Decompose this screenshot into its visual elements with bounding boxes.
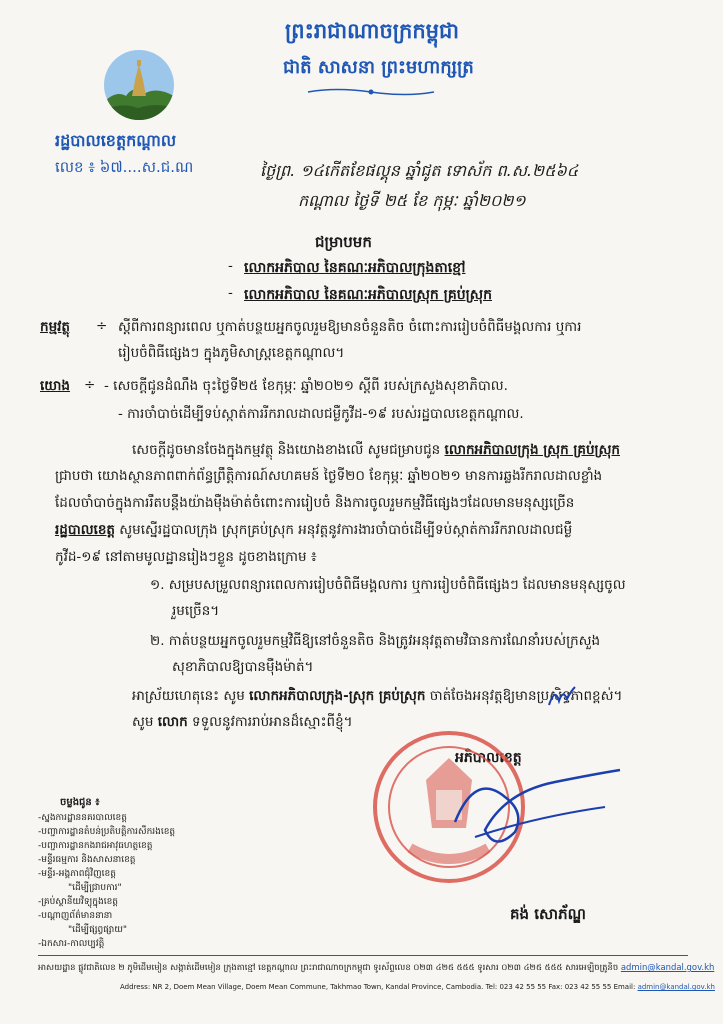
body-emphasis: លោកអភិបាលក្រុង-ស្រុក គ្រប់ស្រុក (249, 688, 426, 704)
list-item: សុខាភិបាលឱ្យបានម៉ឺងម៉ាត់។ (172, 659, 314, 675)
cc-item: -បញ្ជាការដ្ឋានកងរាជអាវុធហត្ថខេត្ត (38, 841, 153, 851)
list-item: ២. កាត់បន្ថយអ្នកចូលរួមកម្មវិធីឱ្យនៅចំនួនតិច និងត្រូវអនុវត្តតាមវិធានការណែនាំរបស់ក្រសួង (150, 633, 601, 649)
footer-email-link[interactable]: admin@kandal.gov.kh (620, 962, 715, 972)
regards-text (132, 713, 353, 733)
list-item: រួមច្រើន។ (172, 603, 220, 619)
cc-item: -មន្ទីរ-អង្គភាពជុំវិញខេត្ត (38, 869, 116, 879)
cc-item: -បញ្ជាការដ្ឋានតំបន់ប្រតិបត្តិការសឹករងខេត្ត (38, 827, 176, 837)
body-text-span: ចាត់ចែងអនុវត្តឱ្យមានប្រសិទ្ធភាពខ្ពស់។ (429, 688, 623, 704)
lunar-date: ថ្ងៃព្រ. ១៤កើតខែផល្គុន ឆ្នាំជូត ទោស័ក ព.ស.២៥៦៤ (260, 161, 579, 180)
subject-label: កម្មវត្ថុ (40, 319, 70, 335)
cc-item: -គ្រប់ស្ថានីយវិទ្យុក្នុងខេត្ត (38, 897, 119, 907)
footer-address-english (120, 983, 715, 991)
recipient-district-governors: លោកអភិបាល នៃគណៈអភិបាលស្រុក គ្រប់ស្រុក (244, 287, 493, 303)
footer-email-link[interactable]: admin@kandal.gov.kh (637, 983, 715, 991)
signatory-name: គង់ សោភ័ណ្ឌ (510, 905, 586, 923)
reference-separator: ÷ (84, 377, 96, 393)
body-text-span: ទទួលនូវការរាប់អានដ៏ស្មោះពីខ្ញុំ។ (192, 714, 353, 730)
provincial-logo (104, 50, 174, 120)
reference-item: - សេចក្តីជូនដំណឹង ចុះថ្ងៃទី២៥ ខែកុម្ភៈ ឆ្នាំ២០២១ ស្តីពី របស់ក្រសួងសុខាភិបាល. (104, 378, 508, 394)
cc-item: -មន្ទីរធម្មការ និងសាសនាខេត្ត (38, 855, 136, 865)
cc-item: -ស្នងការដ្ឋាននគរបាលខេត្ត (38, 813, 127, 823)
footer-divider (38, 955, 688, 956)
reference-item: - ការចាំបាច់ដើម្បីទប់ស្កាត់ការរីករាលដាលជម្ងឺកូវីដ-១៩ របស់រដ្ឋបាលខេត្តកណ្តាល. (118, 406, 524, 422)
body-text-span: សេចក្តីដូចមានចែងក្នុងកម្មវត្ថុ និងយោងខាងលើ សូមជម្រាបជូន (132, 442, 441, 458)
body-text-span: សូម (132, 714, 154, 730)
issuing-authority: រដ្ឋបាលខេត្តកណ្តាល (55, 131, 177, 150)
footer-text: Address: NR 2, Doem Mean Village, Doem Mean Commune, Takhmao Town, Kandal Province, Cambodia. Tel: 023 42 55 55 Fax: 023 42 55 55 Email: (120, 983, 636, 991)
body-text: ដែលចាំបាច់ក្នុងការរឹតបន្តឹងយ៉ាងម៉ឺងម៉ាត់ចំពោះការរៀបចំ និងការចូលរួមកម្មវិធីផ្សេងៗដែលមានមនុស្សច្រើន (55, 495, 575, 511)
recipient-dash: - (228, 258, 233, 274)
body-text: ជ្រាបថា យោងស្ថានភាពពាក់ព័ន្ធព្រឹត្តិការណ៍សហគមន៍ ថ្ងៃទី២០ ខែកុម្ភៈ ឆ្នាំ២០២១ មានការឆ្លងរីករាលដាលខ្លាំង (55, 468, 603, 484)
subject-separator: ÷ (96, 318, 108, 334)
governor-signature-icon (445, 752, 625, 857)
body-text: កូវីដ-១៩ នៅតាមមូលដ្ឋានរៀងៗខ្លួន ដូចខាងក្រោម ៖ (55, 549, 317, 565)
signatory-title: អភិបាលខេត្ត (455, 750, 522, 766)
subject-text: ស្តីពីការពន្យារពេល ឬកាត់បន្ថយអ្នកចូលរួមឱ្យមានចំនួនតិច ចំពោះការរៀបចំពិធីមង្គលការ ឬការ (118, 319, 582, 335)
cc-item: "ដើម្បីផ្សព្វផ្សាយ" (68, 925, 128, 935)
cc-heading: ចម្លងជូន ៖ (60, 797, 100, 808)
kingdom-motto: ជាតិ សាសនា ព្រះមហាក្សត្រ (283, 57, 474, 78)
body-text-span: អាស្រ័យហេតុនេះ សូម (132, 688, 245, 704)
subject-text: រៀបចំពិធីផ្សេងៗ ក្នុងភូមិសាស្ត្រខេត្តកណ្តាល។ (118, 345, 345, 361)
salutation-heading: ជម្រាបមក (315, 233, 372, 251)
recipient-takhmao-governor: លោកអភិបាល នៃគណៈអភិបាលក្រុងតាខ្មៅ (244, 260, 466, 276)
footer-address-khmer (38, 962, 714, 975)
footer-text: អាសយដ្ឋាន ផ្លូវជាតិលេខ ២ ភូមិដើមមៀន សង្កាត់ដើមមៀន ក្រុងតាខ្មៅ ខេត្តកណ្តាល ព្រះរាជាណាចក្រកម្ពុជា ទូរស័ព្ទលេខ ០២៣ ៤២៥ ៥៥៥ ទូរសារ ០២៣ ៤២៥ ៥៥៥ សារអេឡិចត្រូនិច (38, 962, 619, 972)
list-item: ១. សម្របសម្រួលពន្យារពេលការរៀបចំពិធីមង្គលការ ឬការរៀបចំពិធីផ្សេងៗ ដែលមានមនុស្សចូល (150, 577, 626, 593)
body-text (55, 521, 572, 541)
body-emphasis: លោក (157, 714, 188, 730)
cc-item: "ដើម្បីជ្រាបការ" (68, 883, 122, 893)
reference-number: លេខ ៖ ៦៧....ស.ជ.ណ (55, 158, 194, 176)
cc-item: -ឯកសារ-កាលប្បវត្តិ (38, 939, 105, 949)
cc-item: -បណ្តាញព័ត៌មាននានា (38, 911, 113, 921)
kingdom-title: ព្រះរាជាណាចក្រកម្ពុជា (285, 19, 460, 43)
reference-label: យោង (40, 378, 70, 394)
solar-date: កណ្តាល ថ្ងៃទី ២៥ ខែ កុម្ភៈ ឆ្នាំ២០២១ (298, 191, 526, 210)
ornamental-divider-icon (306, 86, 436, 98)
initial-signature-icon (545, 683, 577, 711)
body-text (132, 441, 620, 461)
body-emphasis: រដ្ឋបាលខេត្ត (55, 522, 115, 538)
body-emphasis: លោកអភិបាលក្រុង ស្រុក គ្រប់ស្រុក (444, 442, 620, 458)
body-text-span: សូមស្នើរដ្ឋបាលក្រុង ស្រុកគ្រប់ស្រុក អនុវត្តនូវការងារចាំបាច់ដើម្បីទប់ស្កាត់ការរីករាលដាលជម្ងឺ (119, 522, 573, 538)
recipient-dash: - (228, 285, 233, 301)
